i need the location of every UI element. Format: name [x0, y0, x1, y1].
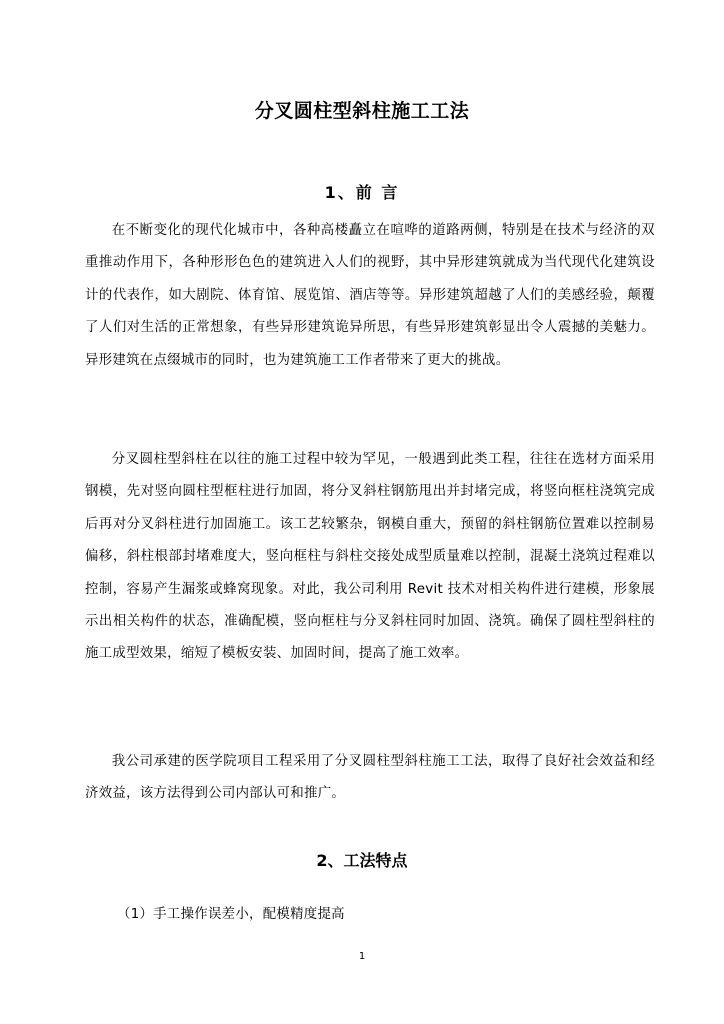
document-title: 分叉圆柱型斜柱施工工法: [254, 100, 470, 122]
paragraph-3: 我公司承建的医学院项目工程采用了分叉圆柱型斜柱施工工法，取得了良好社会效益和经济效益，该方法得到公司内部认可和推广。: [85, 754, 655, 802]
section-heading-features: 2、工法特点: [316, 851, 408, 870]
paragraph-2: 分叉圆柱型斜柱在以往的施工过程中较为罕见，一般遇到此类工程，往往在选材方面采用钢模，先对竖向圆柱型框柱进行加固，将分叉斜柱钢筋甩出并封堵完成，将竖向框柱浇筑完成后再对分叉斜柱进行加固施工。该工艺较繁杂，钢模自重大，预留的斜柱钢筋位置难以控制易偏移，斜柱根部封堵难度大，竖向框柱与斜柱交接处成型质量难以控制，混凝土浇筑过程难以控制，容易产生漏浆或蜂窝现象。对此，我公司利用 Revit 技术对相关构件进行建模，形象展示出相关构件的状态，准确配模，竖向框柱与分叉斜柱同时加固、浇筑。确保了圆柱型斜柱的施工成型效果，缩短了模板安装、加固时间，提高了施工效率。: [85, 452, 655, 662]
section-heading-preface: 1、前 言: [324, 183, 400, 202]
paragraph-1: 在不断变化的现代化城市中，各种高楼矗立在喧哗的道路两侧，特别是在技术与经济的双重推动作用下，各种形形色色的建筑进入人们的视野，其中异形建筑就成为当代现代化建筑设计的代表作，如大剧院、体育馆、展览馆、酒店等等。异形建筑超越了人们的美感经验，颠覆了人们对生活的正常想象，有些异形建筑诡异所思，有些异形建筑彰显出令人震撼的美魅力。异形建筑在点缀城市的同时，也为建筑施工工作者带来了更大的挑战。: [85, 223, 655, 368]
page-number: 1: [358, 951, 366, 962]
feature-item-1: （1）手工操作误差小，配模精度提高: [117, 907, 345, 922]
